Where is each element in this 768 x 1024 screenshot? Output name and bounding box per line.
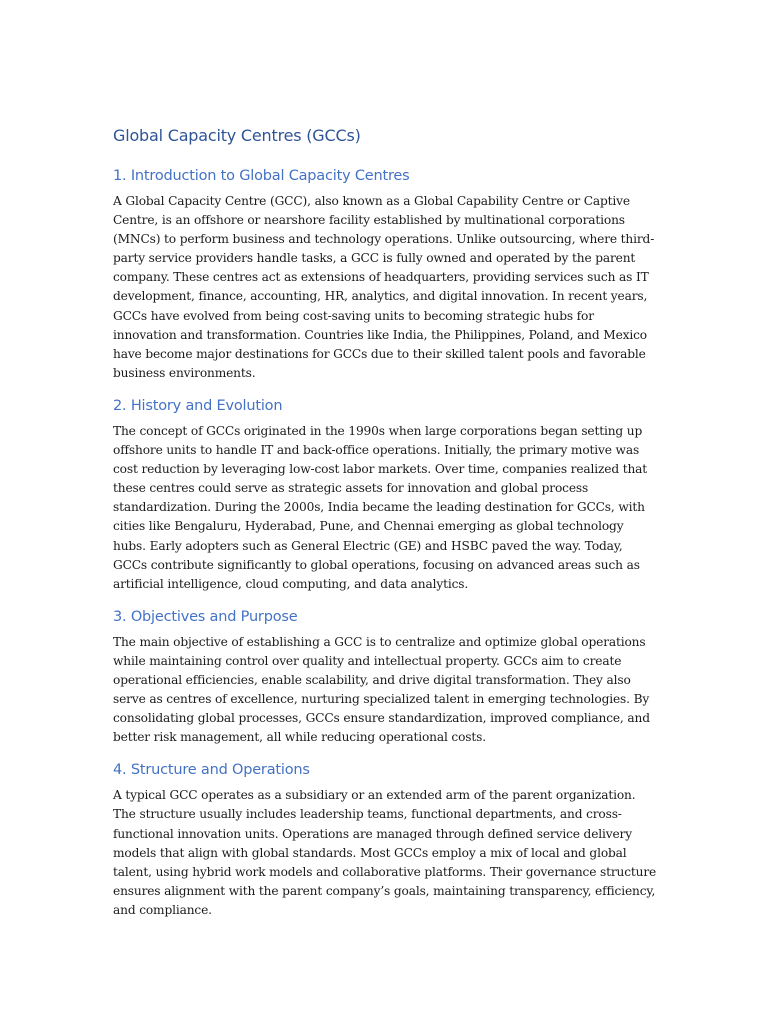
section-structure	[113, 760, 658, 920]
section-body: The concept of GCCs originated in the 1990s when large corporations began setting up offshore units to handle IT and back-office operations. Initially, the primary motive was cost reduction by leveraging low-cost labor markets. Over time, companies realized that these centres could serve as strategic assets for innovation and global process standardization. During the 2000s, India became the leading destination for GCCs, with cities like Bengaluru, Hyderabad, Pune, and Chennai emerging as global technology hubs. Early adopters such as General Electric (GE) and HSBC paved the way. Today, GCCs contribute significantly to global operations, focusing on advanced areas such as artificial intelligence, cloud computing, and data analytics.	[113, 423, 648, 591]
section-body: A typical GCC operates as a subsidiary or an extended arm of the parent organization. The structure usually includes leadership teams, functional departments, and cross-functional innovation units. Operations are managed through defined service delivery models that align with global standards. Most GCCs employ a mix of local and global talent, using hybrid work models and collaborative platforms. Their governance structure ensures alignment with the parent company’s goals, maintaining transparency, efficiency, and compliance.	[113, 788, 657, 917]
section-history	[113, 396, 658, 594]
section-introduction	[113, 166, 658, 383]
section-heading: 4. Structure and Operations	[113, 762, 310, 779]
document-title: Global Capacity Centres (GCCs)	[113, 126, 361, 145]
section-body: The main objective of establishing a GCC is to centralize and optimize global operations while maintaining control over quality and intellectual property. GCCs aim to create operational efficiencies, enable scalability, and drive digital transformation. They also serve as centres of excellence, nurturing specialized talent in emerging technologies. By consolidating global processes, GCCs ensure standardization, improved compliance, and better risk management, all while reducing operational costs.	[113, 634, 650, 745]
section-heading: 2. History and Evolution	[113, 397, 283, 414]
section-heading: 3. Objectives and Purpose	[113, 608, 298, 625]
section-heading: 1. Introduction to Global Capacity Centres	[113, 168, 410, 184]
section-objectives	[113, 607, 658, 748]
section-body: A Global Capacity Centre (GCC), also known as a Global Capability Centre or Captive Centre, is an offshore or nearshore facility established by multinational corporations (MNCs) to perform business and technology operations. Unlike outsourcing, where third-party service providers handle tasks, a GCC is fully owned and operated by the parent company. These centres act as extensions of headquarters, providing services such as IT development, finance, accounting, HR, analytics, and digital innovation. In recent years, GCCs have evolved from being cost-saving units to becoming strategic hubs for innovation and transformation. Countries like India, the Philippines, Poland, and Mexico have become major destinations for GCCs due to their skilled talent pools and favorable business environments.	[113, 194, 655, 380]
document-page	[113, 124, 658, 933]
